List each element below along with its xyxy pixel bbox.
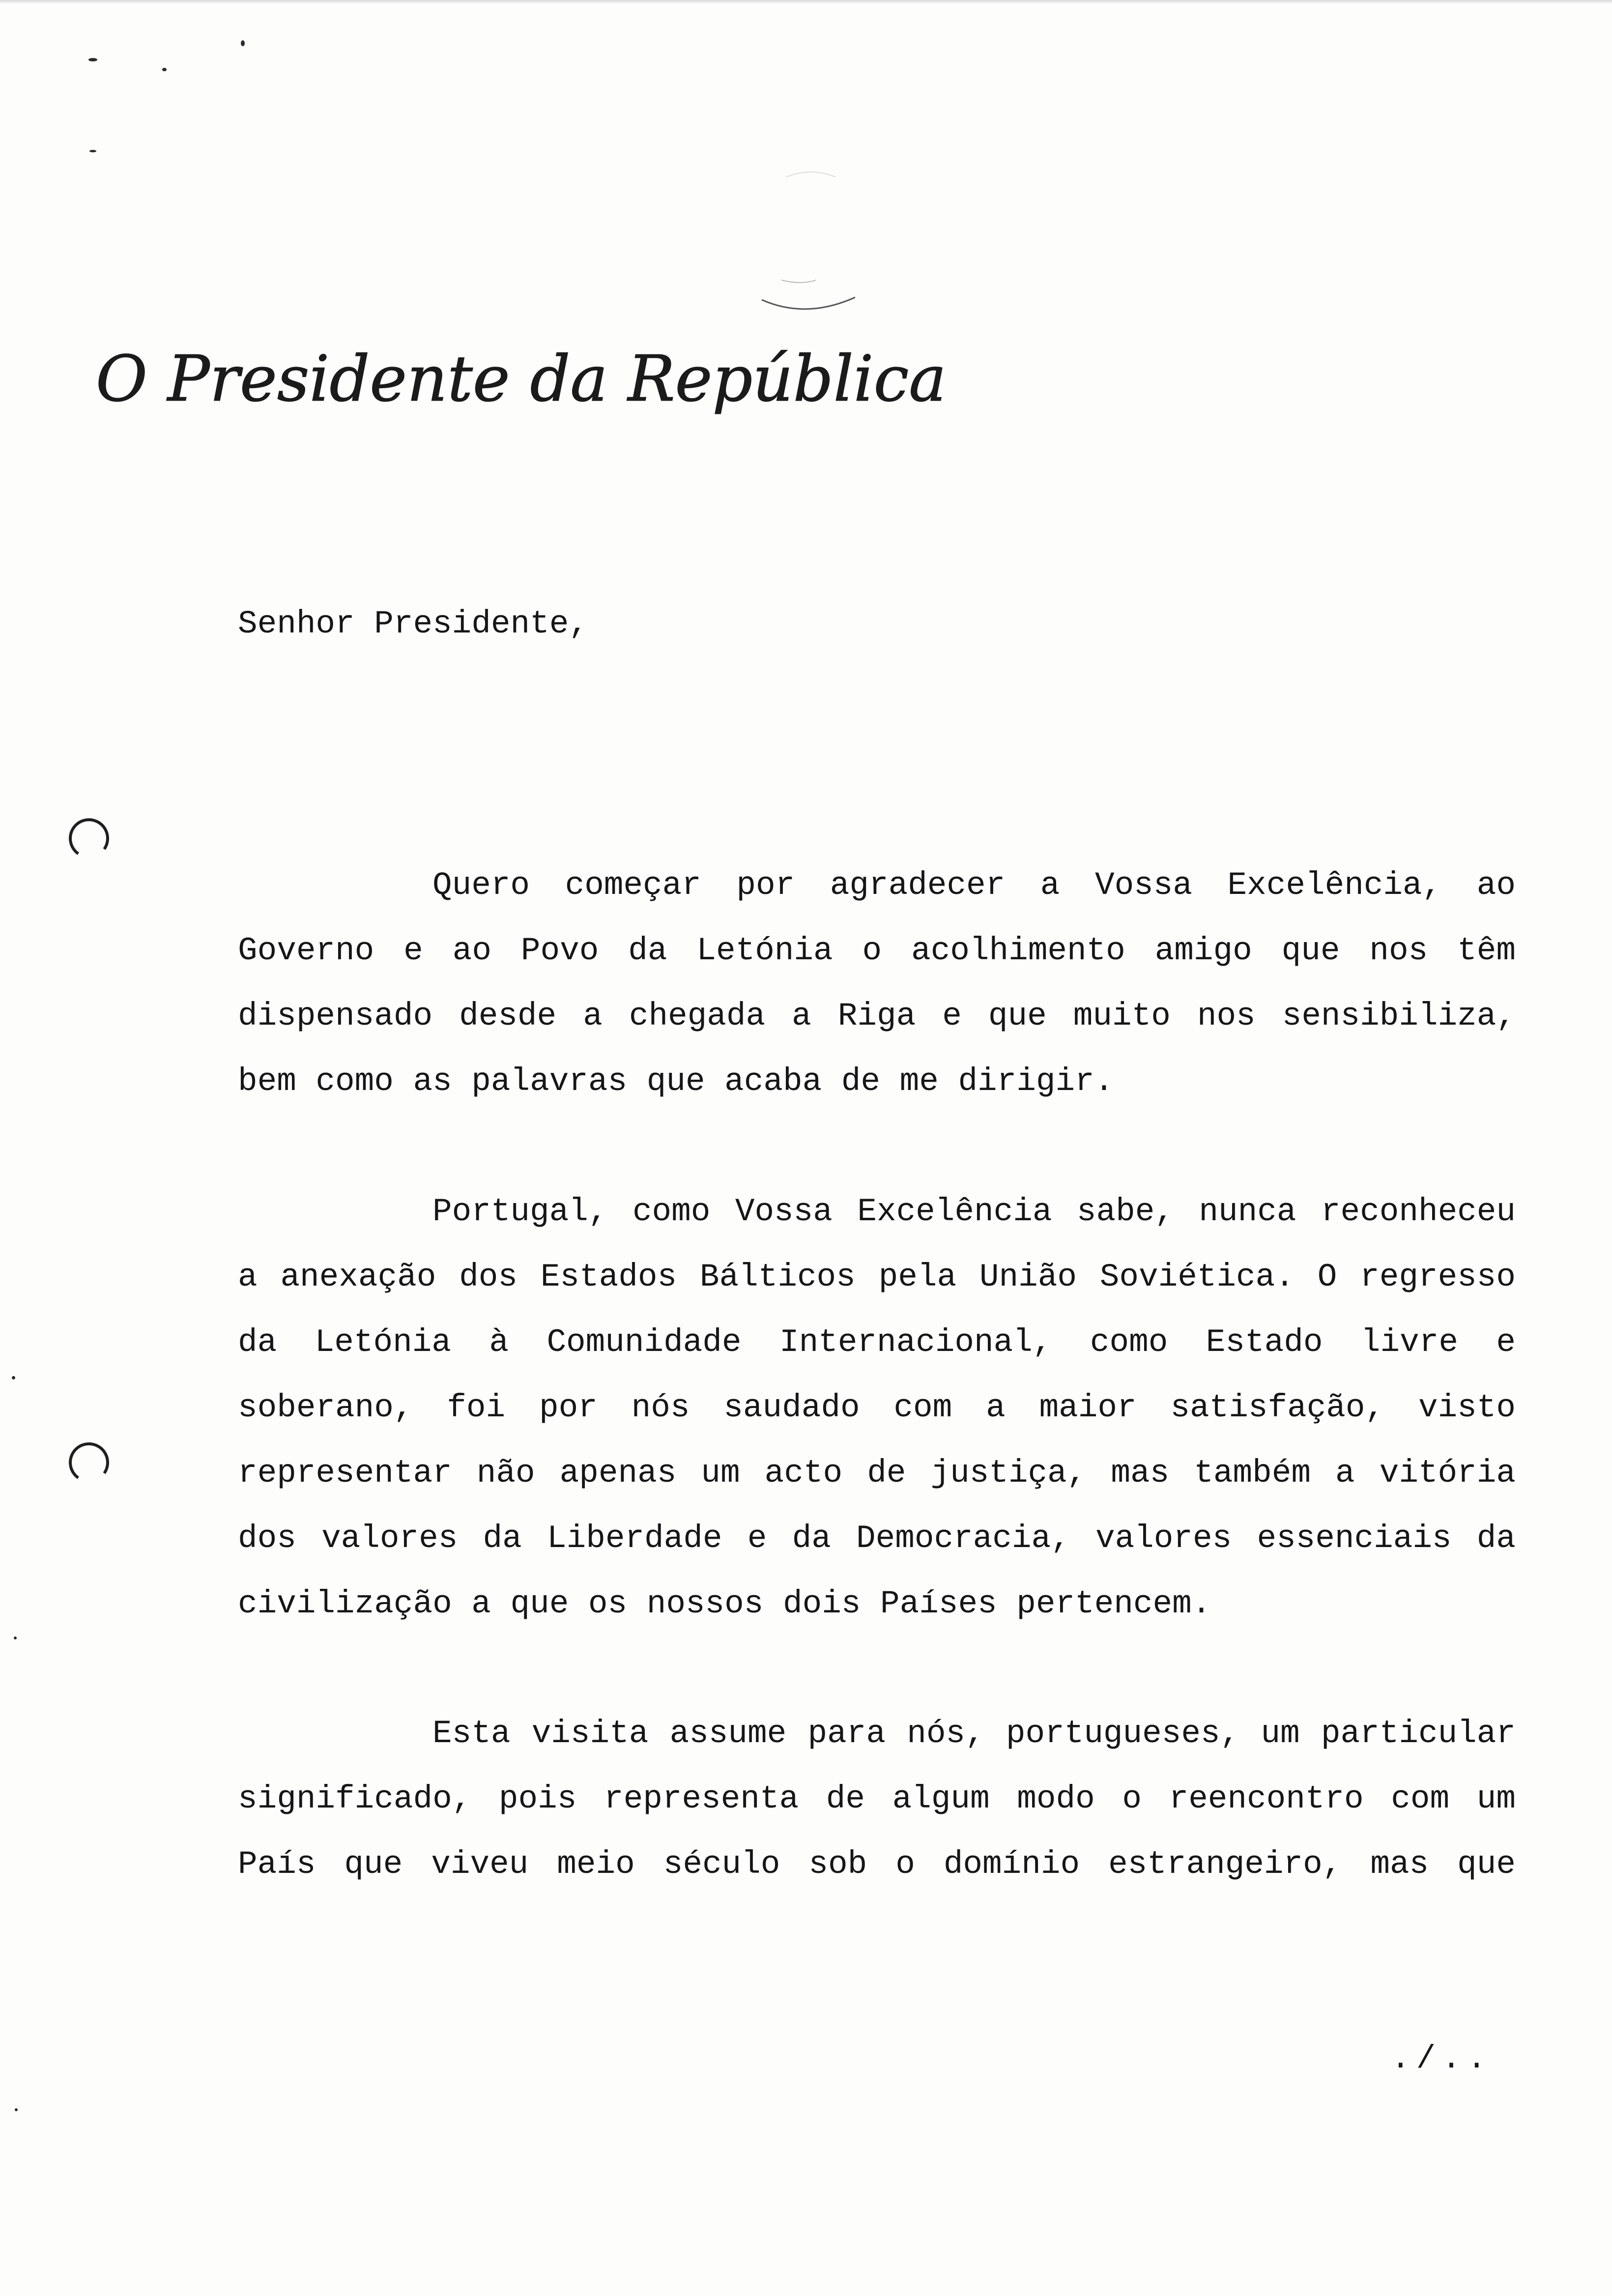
paragraph-2-line-1: Portugal, como Vossa Excelência sabe, nunca reconheceu <box>432 1193 1516 1230</box>
scan-speck <box>89 150 96 152</box>
paragraph-2-line-4: soberano, foi por nós saudado com a maior satisfação, visto <box>238 1389 1516 1426</box>
paragraph-3-line-1: Esta visita assume para nós, portugueses, um particular <box>432 1715 1516 1752</box>
scan-speck <box>14 1636 17 1639</box>
paragraph-1-line-4: bem como as palavras que acaba de me dirigir. <box>238 1063 1114 1100</box>
paragraph-3-line-2: significado, pois representa de algum modo o reencontro com um <box>238 1780 1516 1817</box>
punch-hole <box>66 815 113 862</box>
scan-speck <box>88 58 97 61</box>
scan-speck <box>241 40 245 46</box>
paragraph-2-line-6: dos valores da Liberdade e da Democracia, valores essenciais da <box>238 1520 1516 1557</box>
page-top-edge <box>0 0 1612 4</box>
letterhead-text: O Presidente da República <box>96 343 947 416</box>
scan-speck <box>162 68 167 71</box>
paragraph-2-line-2: a anexação dos Estados Bálticos pela União Soviética. O regresso <box>238 1259 1516 1295</box>
paragraph-2-line-7: civilização a que os nossos dois Países pertencem. <box>238 1585 1211 1622</box>
salutation: Senhor Presidente, <box>238 605 588 642</box>
scan-speck <box>15 2108 18 2111</box>
paragraph-1-line-2: Governo e ao Povo da Letónia o acolhimento amigo que nos têm <box>238 932 1516 969</box>
punch-hole <box>66 1439 113 1486</box>
letterhead-title <box>96 343 947 423</box>
paragraph-3-line-3: País que viveu meio século sob o domínio estrangeiro, mas que <box>238 1846 1516 1883</box>
paragraph-2-line-5: representar não apenas um acto de justiça, mas também a vitória <box>238 1455 1516 1492</box>
paragraph-2-line-3: da Letónia à Comunidade Internacional, como Estado livre e <box>238 1324 1516 1361</box>
continuation-mark: ./.. <box>1391 2040 1493 2077</box>
letterhead-script <box>96 343 947 423</box>
paragraph-1-line-3: dispensado desde a chegada a Riga e que muito nos sensibiliza, <box>238 998 1516 1034</box>
scan-speck <box>12 1376 15 1379</box>
scan-smudge <box>752 162 865 319</box>
paragraph-1-line-1: Quero começar por agradecer a Vossa Excelência, ao <box>432 867 1516 904</box>
